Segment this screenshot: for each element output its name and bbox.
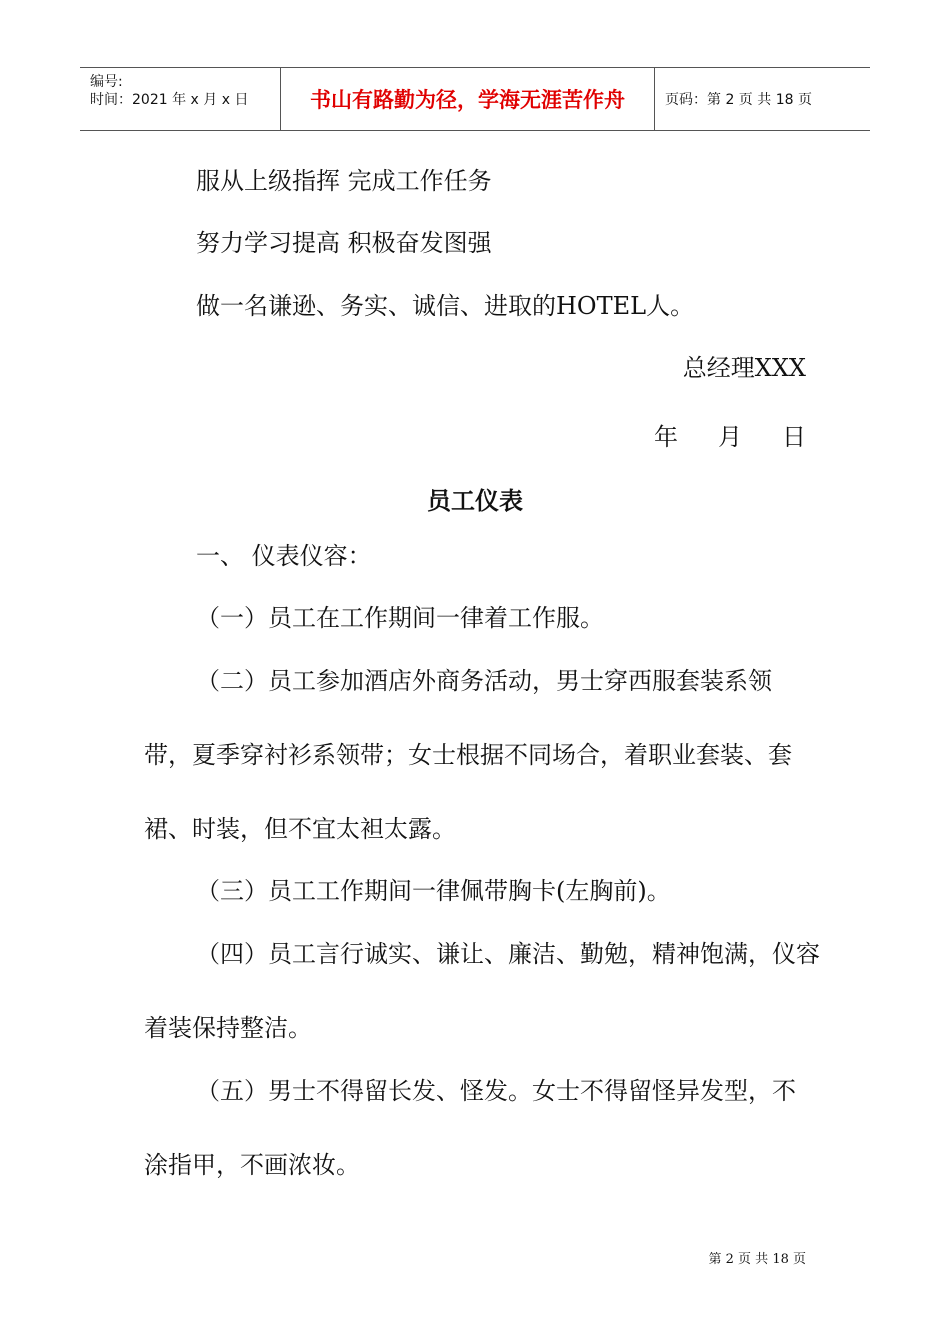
paragraph-4-line-1: （四）员工言行诚实、谦让、廉洁、勤勉，精神饱满，仪容 [196, 940, 820, 968]
date-day: 日 [782, 423, 806, 451]
time-label: 时间：2021 年 x 月 x 日 [90, 92, 249, 108]
number-label: 编号: [90, 74, 123, 90]
paragraph-2-line-3: 裙、时装，但不宜太袒太露。 [144, 815, 456, 843]
body-line-3: 做一名谦逊、务实、诚信、进取的HOTEL人。 [196, 292, 695, 320]
date-line [654, 417, 806, 452]
paragraph-2-line-2: 带，夏季穿衬衫系领带；女士根据不同场合，着职业套装、套 [144, 741, 792, 769]
paragraph-1: （一）员工在工作期间一律着工作服。 [196, 604, 604, 632]
paragraph-3: （三）员工工作期间一律佩带胸卡(左胸前)。 [196, 877, 671, 905]
date-month: 月 [718, 423, 742, 451]
header-page-label: 页码：第 2 页 共 18 页 [665, 92, 812, 108]
header-motto: 书山有路勤为径，学海无涯苦作舟 [310, 88, 625, 112]
body-line-2: 努力学习提高 积极奋发图强 [196, 229, 492, 257]
section-title: 员工仪表 [427, 487, 523, 515]
header-meta-cell [80, 68, 280, 130]
date-year: 年 [654, 423, 678, 451]
paragraph-5-line-1: （五）男士不得留长发、怪发。女士不得留怪异发型，不 [196, 1077, 796, 1105]
paragraph-2-line-1: （二）员工参加酒店外商务活动，男士穿西服套装系领 [196, 667, 772, 695]
paragraph-5-line-2: 涂指甲，不画浓妆。 [144, 1151, 360, 1179]
paragraph-4-line-2: 着装保持整洁。 [144, 1014, 312, 1042]
footer-page-number: 第 2 页 共 18 页 [708, 1252, 806, 1267]
body-line-1: 服从上级指挥 完成工作任务 [196, 167, 492, 195]
header-table [80, 67, 870, 131]
header-divider [654, 68, 655, 130]
signature: 总经理XXX [682, 354, 806, 382]
heading-1: 一、 仪表仪容： [196, 542, 372, 570]
